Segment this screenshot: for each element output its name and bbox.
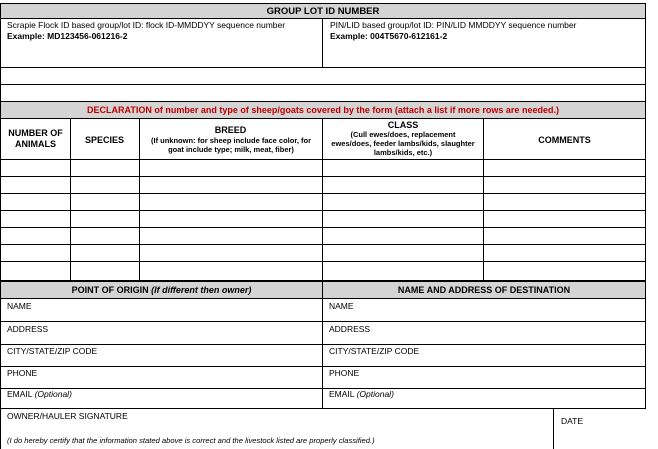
border-right [645,3,646,409]
destination-phone-label: PHONE [329,368,360,378]
rule [0,193,646,194]
rule [0,118,646,119]
col-species: SPECIES [84,135,124,145]
rule [322,281,323,409]
signature-field[interactable] [1,409,553,449]
col-class-note: (Cull ewes/does, replacement ewes/does, feeder lambs/kids, slaughter lambs/kids, etc.) [331,130,475,157]
declaration-row[interactable] [1,262,645,280]
col-number-of-animals-label: NUMBER OF ANIMALS [8,128,63,149]
rule [0,84,646,85]
declaration-row[interactable] [1,160,645,177]
declaration-row[interactable] [1,245,645,262]
col-comments: COMMENTS [538,135,591,145]
col-number-of-animals [1,128,70,150]
origin-title-note: (If different then owner) [151,285,252,295]
origin-phone-label: PHONE [7,368,38,378]
rule [0,244,646,245]
pin-group-lot-field[interactable] [323,45,645,66]
destination-phone-field[interactable] [323,367,645,388]
rule [0,101,646,102]
rule [553,408,554,449]
certification-statement: (I do hereby certify that the information stated above is correct and the livestock listed are properly classified.) [7,436,375,445]
col-class: CLASS [387,120,419,130]
group-lot-pin-example: Example: 004T5670-612161-2 [330,31,448,41]
destination-city-field[interactable] [323,345,645,366]
group-lot-flock-example: Example: MD123456-061216-2 [7,31,128,41]
rule [70,118,71,280]
origin-address-label: ADDRESS [7,324,49,334]
destination-address-label: ADDRESS [329,324,371,334]
destination-email-field[interactable] [323,389,645,408]
group-lot-extra-line-2[interactable] [1,85,645,100]
rule [0,3,646,4]
group-lot-extra-line-1[interactable] [1,68,645,83]
origin-name-label: NAME [7,301,32,311]
rule [0,321,646,322]
rule [0,176,646,177]
group-lot-flock-desc: Scrapie Flock ID based group/lot ID: flock ID-MMDDYY sequence number [7,20,286,30]
declaration-row[interactable] [1,177,645,194]
origin-name-field[interactable] [1,299,322,321]
destination-name-field[interactable] [323,299,645,321]
col-breed: BREED [214,125,247,135]
flock-group-lot-field[interactable] [2,45,322,66]
rule [0,344,646,345]
origin-phone-field[interactable] [1,367,322,388]
origin-address-field[interactable] [1,322,322,344]
rule [0,281,646,282]
rule [0,67,646,68]
destination-email-text: EMAIL [329,389,355,399]
rule [0,18,646,19]
destination-name-label: NAME [329,301,354,311]
declaration-title: DECLARATION of number and type of sheep/goats covered by the form (attach a list if more rows are needed.) [87,105,559,115]
rule [0,159,646,160]
origin-email-note: (Optional) [34,389,72,399]
col-breed-note: (If unknown: for sheep include face color, for goat include type; milk, meat, fiber) [150,136,312,154]
origin-city-label: CITY/STATE/ZIP CODE [7,346,98,356]
rule [0,298,646,299]
origin-title-text: POINT OF ORIGIN [71,285,149,295]
date-label: DATE [561,416,584,426]
rule [0,388,646,389]
rule [139,118,140,280]
rule [322,18,323,67]
origin-email-field[interactable] [1,389,322,408]
rule [322,118,323,280]
group-lot-title: GROUP LOT ID NUMBER [266,6,380,17]
signature-label: OWNER/HAULER SIGNATURE [7,411,128,421]
rule [0,366,646,367]
origin-city-field[interactable] [1,345,322,366]
destination-email-label [329,389,394,400]
rule [0,227,646,228]
destination-email-note: (Optional) [356,389,394,399]
border-left [0,3,1,449]
declaration-row[interactable] [1,194,645,211]
declaration-row[interactable] [1,211,645,228]
destination-title: NAME AND ADDRESS OF DESTINATION [397,285,571,295]
date-field[interactable] [554,409,645,449]
origin-email-text: EMAIL [7,389,33,399]
declaration-row[interactable] [1,228,645,245]
destination-city-label: CITY/STATE/ZIP CODE [329,346,420,356]
group-lot-pin-desc: PIN/LID based group/lot ID: PIN/LID MMDDYY sequence number [330,20,577,30]
rule [0,408,646,409]
origin-title [1,285,322,296]
rule [0,210,646,211]
origin-email-label [7,389,72,400]
rule [0,261,646,262]
destination-address-field[interactable] [323,322,645,344]
rule [483,118,484,280]
